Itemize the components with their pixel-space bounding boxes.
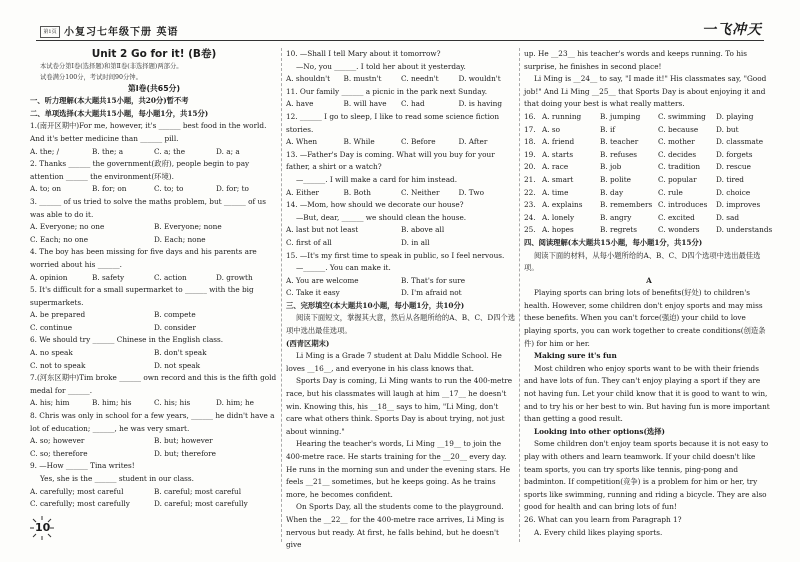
cloze-option: C. swimming	[658, 111, 706, 121]
cloze-option: D. understands	[716, 225, 773, 235]
options	[286, 275, 516, 288]
question: 10. —Shall I tell Mary about it tomorrow?	[286, 49, 441, 58]
cloze-option: A. race	[542, 162, 569, 172]
cloze-option: B. regrets	[600, 225, 637, 235]
section-heading: 二、单项选择(本大题共15小题，每小题1分，共15分)	[30, 108, 209, 118]
question-line: —No, you ______. I told her about it yesterday.	[296, 61, 466, 71]
cloze-option: D. tired	[716, 174, 744, 184]
question: 15. —It's my first time to speak in public, so I feel nervous.	[286, 250, 505, 260]
cloze-option: B. teacher	[600, 137, 639, 147]
cloze-option: D. rescue	[716, 162, 751, 172]
option: D. consider	[154, 322, 196, 332]
header-box: 第1页	[40, 26, 60, 38]
cloze-option: D. classmate	[716, 137, 764, 147]
option: D. After	[458, 137, 488, 147]
question: 9. —How ______ Tina writes!	[30, 461, 135, 471]
question: 12. ______ I go to sleep, I like to read some science fiction stories.	[286, 111, 500, 134]
cloze-number: 22.	[524, 187, 536, 197]
passage-label: A	[646, 275, 652, 285]
cloze-number: 25.	[524, 225, 536, 235]
question: 2. Thanks ______ the government(政府), people begin to pay attention ______ the environment(环境).	[30, 159, 250, 181]
option: A. Either	[286, 187, 320, 197]
cloze-options-table	[524, 111, 774, 237]
option: C. Before	[401, 137, 436, 147]
column-3	[524, 48, 774, 539]
section-directions: 阅读下面短文，掌握其大意，然后从各题所给的A、B、C、D四个选项中选出最佳选项。	[286, 313, 516, 336]
options	[286, 237, 516, 250]
question-line: Yes, she is the ______ student in our class.	[40, 474, 194, 483]
option: A. to; on	[30, 184, 62, 194]
passage-paragraph: Li Ming is __24__ to say, "I made it!" His classmates say, "Good job!" And Li Ming __25__ that Sports Day is about enjoying it and that doing your best is what really matters.	[524, 74, 767, 109]
question: 14. —Mom, how should we decorate our house?	[286, 200, 464, 210]
passage-paragraph: On Sports Day, all the students come to the playground. When the __22__ for the 400-metre race arrives, Li Ming is nervous but ready. At first, he falls behind, but he doesn't give	[286, 502, 504, 550]
option: D. in all	[401, 237, 430, 247]
option: B. will have	[343, 99, 387, 109]
option: C. continue	[30, 322, 73, 332]
header-rule	[36, 40, 764, 41]
option: A. opinion	[30, 272, 68, 282]
column-divider	[519, 48, 520, 542]
option: B. That's for sure	[401, 275, 466, 285]
cloze-number: 17.	[524, 124, 536, 134]
cloze-option: B. day	[600, 187, 624, 197]
section-heading: 三、完形填空(本大题共10小题，每小题1分，共10分)	[286, 300, 465, 310]
option: D. a; a	[216, 146, 240, 156]
option: A. have	[286, 99, 314, 109]
option: A. Everyone; no one	[30, 222, 105, 232]
options	[30, 322, 278, 335]
cloze-option: A. so	[542, 124, 561, 134]
cloze-number: 23.	[524, 200, 536, 210]
options	[30, 360, 278, 373]
option: B. Everyone; none	[154, 222, 222, 232]
option: B. compete	[154, 310, 196, 320]
paper-note: 试卷满分100分，考试时间90分钟。	[40, 73, 142, 81]
header-title: 小复习七年级下册 英语	[64, 27, 179, 38]
question: 3. ______ of us tried to solve the maths problem, but ______ of us was able to do it.	[30, 196, 266, 219]
option: B. While	[343, 137, 375, 147]
options	[30, 146, 278, 159]
cloze-number: 24.	[524, 212, 536, 222]
cloze-option: D. forgets	[716, 149, 753, 159]
question: 7.(河东区期中)Tim broke ______ own record and this is the fifth gold medal for ______.	[30, 373, 277, 395]
option: D. growth	[216, 272, 253, 282]
option: A. no speak	[30, 348, 73, 358]
source-label: (西青区期末)	[286, 338, 330, 348]
column-1	[30, 48, 278, 511]
options	[30, 435, 278, 448]
option: C. needn't	[401, 74, 439, 84]
options	[30, 347, 278, 360]
option: C. had	[401, 99, 425, 109]
question: 5. It's difficult for a small supermarket to ______ with the big supermarkets.	[30, 285, 254, 307]
option: C. so; therefore	[30, 448, 88, 458]
option: D. him; he	[216, 398, 254, 408]
cloze-option: A. hopes	[542, 225, 574, 235]
question: 13. —Father's Day is coming. What will you buy for your father, a shirt or a watch?	[286, 149, 495, 172]
page-number: 10	[35, 521, 51, 534]
option: C. action	[154, 272, 187, 282]
options	[30, 397, 278, 410]
passage-paragraph: Most children who enjoy sports want to be with their friends and have lots of fun. They can't enjoy playing a sport if they are not having fun. Let your child know that it is good to want to win, and to try his or her best to win. But having fun is more important than getting a good result.	[524, 363, 770, 424]
cloze-option: C. tradition	[658, 162, 701, 172]
option: A. be prepared	[30, 310, 86, 320]
page-number-badge	[28, 516, 56, 540]
column-2	[286, 48, 516, 552]
section-heading: 一、听力理解(本大题共15小题，共20分)暂不考	[30, 96, 189, 106]
cloze-option: D. improves	[716, 200, 761, 210]
options	[30, 498, 278, 511]
option: C. not to speak	[30, 360, 86, 370]
option: C. Each; no one	[30, 234, 89, 244]
question: 1.(南开区期中)For me, however, it's ______ best food in the world. And it's better medicine than ______ pill.	[30, 121, 267, 143]
options	[30, 272, 278, 285]
option: B. Both	[343, 187, 371, 197]
option: B. the; a	[92, 146, 124, 156]
cloze-option: C. rule	[658, 187, 683, 197]
paper-note: 本试卷分第Ⅰ卷(选择题)和第Ⅱ卷(非选择题)两部分。	[40, 62, 183, 70]
cloze-option: C. introduces	[658, 200, 708, 210]
option: B. above all	[401, 225, 445, 235]
options	[30, 448, 278, 461]
question: 11. Our family ______ a picnic in the park next Sunday.	[286, 86, 488, 96]
options	[286, 98, 516, 111]
question: 8. Chris was only in school for a few years, ______ he didn't have a lot of education; ______, he was very smart.	[30, 411, 275, 433]
options	[286, 287, 516, 300]
cloze-option: B. job	[600, 162, 622, 172]
option: A. so; however	[30, 436, 85, 446]
cloze-option: A. friend	[542, 137, 575, 147]
option: B. mustn't	[343, 74, 382, 84]
option: A. his; him	[30, 398, 70, 408]
option: A. last but not least	[286, 225, 359, 235]
option: D. wouldn't	[458, 74, 501, 84]
question: 6. We should try ______ Chinese in the English class.	[30, 335, 224, 345]
page-header	[0, 0, 800, 48]
option: A. carefully; most careful	[30, 486, 124, 496]
cloze-number: 18.	[524, 137, 536, 147]
unit-title: Unit 2 Go for it! (B卷)	[91, 48, 217, 60]
cloze-option: C. popular	[658, 174, 697, 184]
cloze-option: C. wonders	[658, 225, 700, 235]
cloze-option: B. jumping	[600, 111, 641, 121]
cloze-number: 21.	[524, 174, 536, 184]
options	[30, 221, 278, 234]
question: 26. What can you learn from Paragraph 1?	[524, 514, 682, 524]
option: B. him; his	[92, 398, 132, 408]
option: C. Neither	[401, 187, 440, 197]
cloze-option: C. excited	[658, 212, 695, 222]
cloze-number: 16.	[524, 111, 536, 121]
cloze-option: C. decides	[658, 149, 697, 159]
option: B. for; on	[92, 184, 127, 194]
option: A. the; /	[30, 146, 60, 156]
cloze-option: C. because	[658, 124, 699, 134]
cloze-option: A. starts	[542, 149, 574, 159]
option: A. shouldn't	[286, 74, 331, 84]
option: D. but; therefore	[154, 448, 216, 458]
passage-paragraph: Playing sports can bring lots of benefits(好处) to children's health. However, some children don't enjoy sports and may miss these benefits. When you can't force(强迫) your child to love playing sports, you can work together to create conditions(创造条件) for him or her.	[524, 288, 766, 348]
question: 4. The boy has been missing for five days and his parents are worried about his ______.	[30, 247, 257, 269]
option: C. his; his	[154, 398, 191, 408]
column-divider	[281, 48, 282, 542]
passage-paragraph: Some children don't enjoy team sports because it is not easy to play with others and learn teamwork. If your child doesn't like team sports, you can try sports like tennis, ping-pong and badminton. If competition(竞争) is a problem for him or her, try sports like swimming, running and riding a bicycle. They are also good for health and can bring lots of fun!	[524, 439, 769, 512]
options	[30, 309, 278, 322]
cloze-option: C. mother	[658, 137, 695, 147]
options	[30, 234, 278, 247]
options	[30, 486, 278, 499]
cloze-option: B. if	[600, 124, 616, 134]
option: D. I'm afraid not	[401, 288, 462, 298]
option: A. When	[286, 137, 318, 147]
passage-subheading: Making sure it's fun	[534, 351, 617, 361]
option: B. don't speak	[154, 348, 207, 358]
option: D. Two	[458, 187, 484, 197]
section-directions: 阅读下面的材料，从每小题所给的A、B、C、D四个选项中选出最佳选项。	[524, 250, 761, 273]
passage-paragraph: Sports Day is coming, Li Ming wants to run the 400-metre race, but his classmates will laugh at him __17__ he doesn't win. Knowing this, his __18__ says to him, "Li Ming, don't care what others think. Sports Day is about trying, not just about winning."	[286, 376, 513, 436]
options	[30, 183, 278, 196]
option: D. not speak	[154, 360, 201, 370]
cloze-option: D. sad	[716, 212, 739, 222]
option: C. carefully; most carefully	[30, 499, 130, 509]
cloze-option: D. playing	[716, 111, 754, 121]
cloze-option: D. but	[716, 124, 739, 134]
cloze-number: 19.	[524, 149, 536, 159]
option: C. to; to	[154, 184, 184, 194]
cloze-option: D. choice	[716, 187, 751, 197]
cloze-option: A. explains	[542, 200, 583, 210]
cloze-option: B. angry	[600, 212, 632, 222]
option: C. Take it easy	[286, 288, 340, 298]
cloze-option: B. remembers	[600, 200, 653, 210]
part-heading: 第Ⅰ卷(共65分)	[127, 83, 181, 93]
option: B. but; however	[154, 436, 213, 446]
option: A. Every child likes playing sports.	[534, 527, 663, 537]
options	[286, 187, 516, 200]
option: D. careful; most carefully	[154, 499, 248, 509]
cloze-option: B. polite	[600, 174, 631, 184]
options	[286, 136, 516, 149]
option: D. Each; none	[154, 234, 206, 244]
cloze-option: A. lonely	[542, 212, 575, 222]
option: C. first of all	[286, 237, 332, 247]
options	[286, 224, 516, 237]
cloze-option: A. time	[542, 187, 569, 197]
option: C. a; the	[154, 146, 186, 156]
option: B. careful; most careful	[154, 486, 242, 496]
question-line: —But, dear, ______ we should clean the house.	[296, 212, 467, 222]
cloze-option: A. smart	[542, 174, 574, 184]
cloze-option: B. refuses	[600, 149, 638, 159]
option: D. for; to	[216, 184, 249, 194]
option: B. safety	[92, 272, 125, 282]
passage-subheading: Looking into other options(选择)	[534, 426, 665, 436]
cloze-option: A. running	[542, 111, 582, 121]
option: A. You are welcome	[286, 275, 359, 285]
passage-paragraph: up. He __23__ his teacher's words and keeps running. To his surprise, he finishes in second place!	[524, 49, 747, 71]
option: D. is having	[458, 99, 503, 109]
cloze-number: 20.	[524, 162, 536, 172]
passage-paragraph: Hearing the teacher's words, Li Ming __19__ to join the 400-metre race. He starts training for the __20__ every day. He runs in the morning sun and under the evening stars. He feels __21__ sometimes, but he keeps going. As he trains more, he becomes confident.	[286, 439, 511, 499]
options	[286, 73, 516, 86]
question-line: —______. You can make it.	[296, 263, 391, 273]
passage-paragraph: Li Ming is a Grade 7 student at Dalu Middle School. He loves __16__, and everyone in his class knows that.	[286, 351, 502, 373]
brand-logo: 一飞冲天	[702, 22, 762, 38]
question-line: —______. I will make a card for him instead.	[296, 174, 458, 184]
section-heading: 四、阅读理解(本大题共15小题，每小题1分，共15分)	[524, 237, 703, 247]
